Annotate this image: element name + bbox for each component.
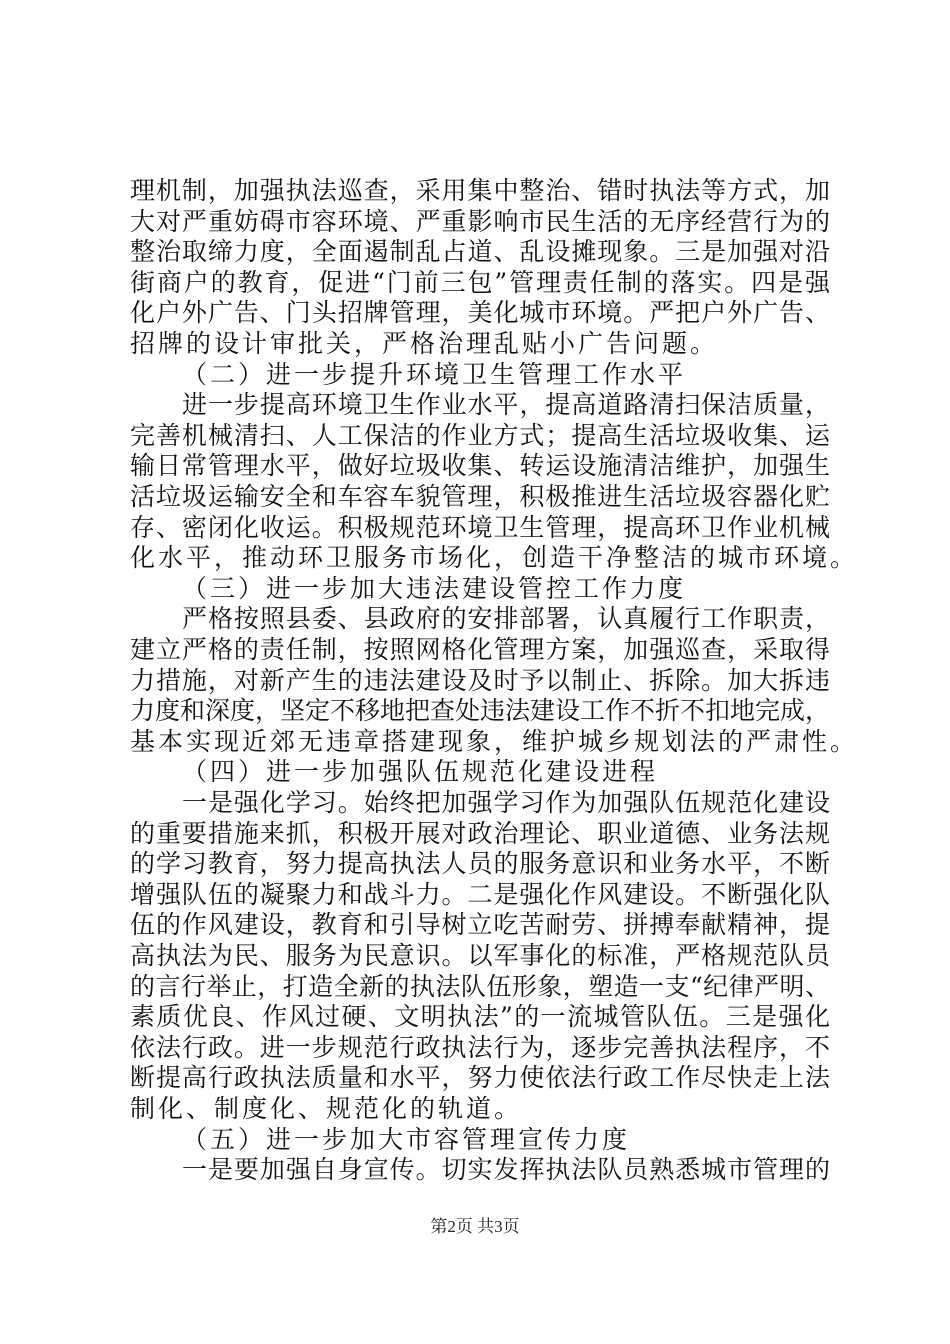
text-line: 化水平，推动环卫服务市场化，创造干净整洁的城市环境。 bbox=[130, 543, 859, 572]
text-line: 的重要措施来抓，积极开展对政治理论、职业道德、业务法规 bbox=[130, 819, 830, 848]
text-line: 一是要加强自身宣传。切实发挥执法队员熟悉城市管理的 bbox=[182, 1155, 830, 1184]
text-line: 大对严重妨碍市容环境、严重影响市民生活的无序经营行为的 bbox=[130, 207, 830, 236]
text-line: 的学习教育，努力提高执法人员的服务意识和业务水平，不断 bbox=[130, 849, 830, 878]
text-line: 进一步提高环境卫生作业水平，提高道路清扫保洁质量， bbox=[182, 390, 830, 419]
text-line: 断提高行政执法质量和水平，努力使依法行政工作尽快走上法 bbox=[130, 1063, 830, 1092]
text-line: 存、密闭化收运。积极规范环境卫生管理，提高环卫作业机械 bbox=[130, 513, 830, 542]
text-line: 活垃圾运输安全和车容车貌管理，积极推进生活垃圾容器化贮 bbox=[130, 482, 830, 511]
text-line: 增强队伍的凝聚力和战斗力。二是强化作风建设。不断强化队 bbox=[130, 880, 830, 909]
text-line: 制化、制度化、规范化的轨道。 bbox=[130, 1094, 523, 1123]
text-line: 理机制，加强执法巡查，采用集中整治、错时执法等方式，加 bbox=[130, 176, 830, 205]
text-line: 街商户的教育，促进“门前三包”管理责任制的落实。四是强 bbox=[130, 268, 830, 297]
text-line: 招牌的设计审批关，严格治理乱贴小广告问题。 bbox=[130, 329, 719, 358]
text-line: 伍的作风建设，教育和引导树立吃苦耐劳、拼搏奉献精神，提 bbox=[130, 910, 830, 939]
text-line: 整治取缔力度，全面遏制乱占道、乱设摊现象。三是加强对沿 bbox=[130, 237, 830, 266]
text-line: 完善机械清扫、人工保洁的作业方式；提高生活垃圾收集、运 bbox=[130, 421, 830, 450]
text-line: 建立严格的责任制，按照网格化管理方案，加强巡查，采取得 bbox=[130, 635, 830, 664]
section-heading: （四）进一步加强队伍规范化建设进程 bbox=[182, 757, 659, 786]
text-line: 力度和深度，坚定不移地把查处违法建设工作不折不扣地完成， bbox=[130, 696, 831, 725]
text-line: 高执法为民、服务为民意识。以军事化的标准，严格规范队员 bbox=[130, 941, 830, 970]
section-heading: （五）进一步加大市容管理宣传力度 bbox=[182, 1125, 631, 1154]
text-line: 基本实现近郊无违章搭建现象，维护城乡规划法的严肃性。 bbox=[130, 727, 859, 756]
text-line: 力措施，对新产生的违法建设及时予以制止、拆除。加大拆违 bbox=[130, 666, 830, 695]
section-heading: （三）进一步加大违法建设管控工作力度 bbox=[182, 574, 687, 603]
text-line: 化户外广告、门头招牌管理，美化城市环境。严把户外广告、 bbox=[130, 298, 830, 327]
section-heading: （二）进一步提升环境卫生管理工作水平 bbox=[182, 360, 687, 389]
text-line: 输日常管理水平，做好垃圾收集、转运设施清洁维护，加强生 bbox=[130, 451, 830, 480]
text-line: 严格按照县委、县政府的安排部署，认真履行工作职责， bbox=[182, 604, 830, 633]
text-line: 一是强化学习。始终把加强学习作为加强队伍规范化建设 bbox=[182, 788, 830, 817]
page-footer: 第2页 共3页 bbox=[430, 1217, 520, 1236]
text-line: 素质优良、作风过硬、文明执法”的一流城管队伍。三是强化 bbox=[130, 1002, 830, 1031]
text-line: 的言行举止，打造全新的执法队伍形象，塑造一支“纪律严明、 bbox=[130, 972, 830, 1001]
text-line: 依法行政。进一步规范行政执法行为，逐步完善执法程序，不 bbox=[130, 1033, 830, 1062]
